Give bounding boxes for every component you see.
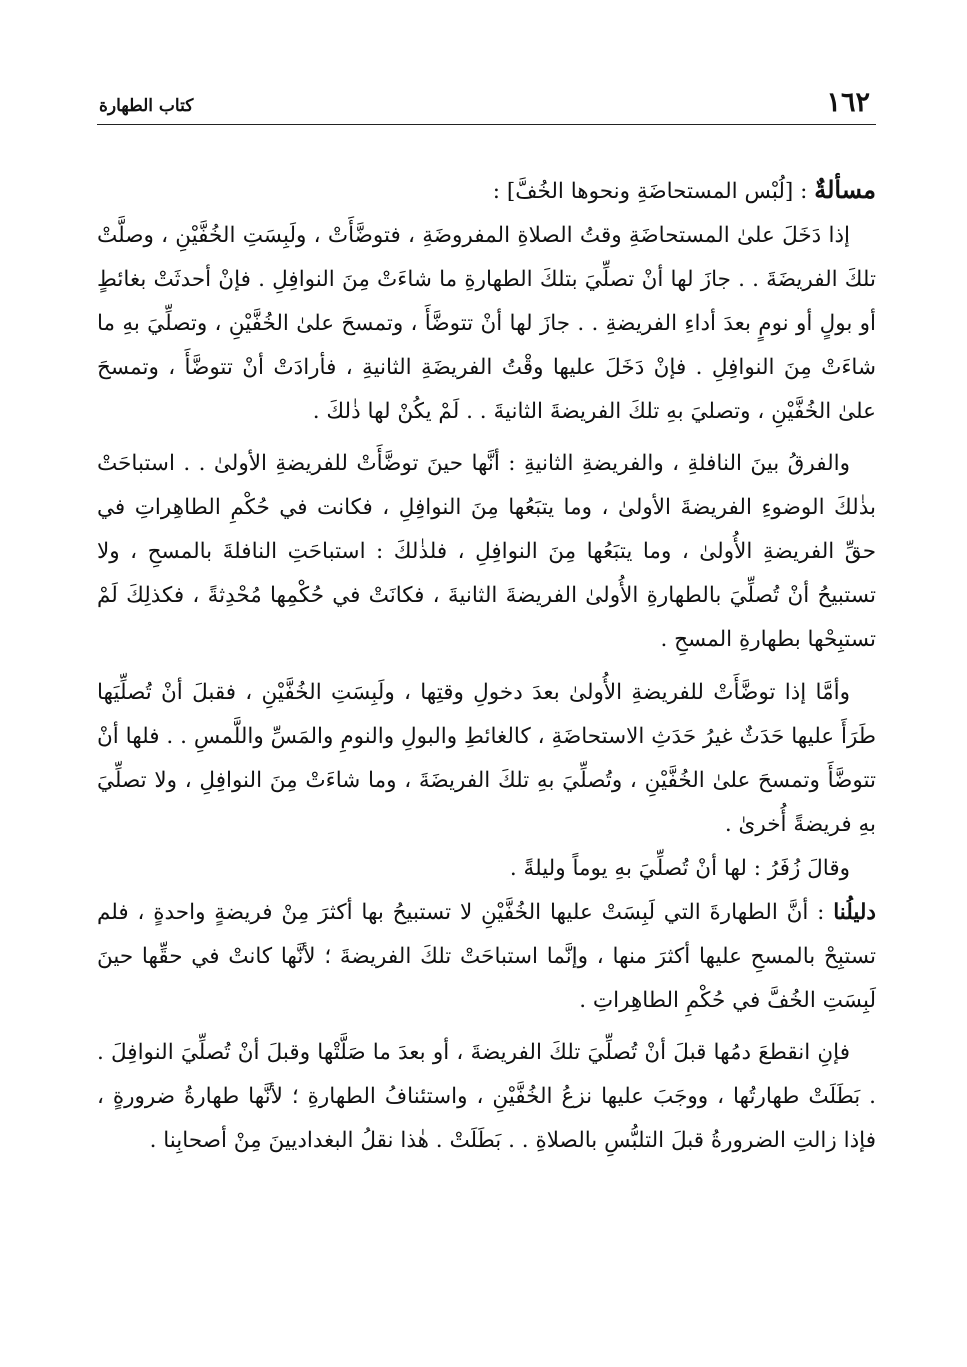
page-body: [97, 168, 876, 1163]
paragraph-6: فإنِ انقطعَ دمُها قبلَ أنْ تُصلِّيَ تلكَ الفريضةَ ، أو بعدَ ما صَلَّتْها وقبلَ أنْ تُصلِّيَ النوافِلَ . . بَطَلَتْ طهارتُها ، ووجَبَ عليها نزعُ الخُفَّيْنِ ، واستئنافُ الطهارةِ ؛ لأنَّها طهارةُ ضرورةٍ ، فإذا زالتِ الضرورةُ قبلَ التلبُّسِ بالصلاةِ . . بَطَلَتْ . هٰذا نقلُ البغداديينَ مِنْ أصحابِنا .: [97, 1040, 876, 1153]
running-header: [97, 86, 876, 125]
book-title: كتاب الطهارة: [99, 96, 194, 116]
page-number: ١٦٢: [826, 87, 870, 118]
dalil-label: دليلُنا: [833, 900, 876, 925]
masala-label: مسألةٌ: [814, 175, 876, 204]
paragraph-5-text: : أنَّ الطهارةَ التي لَبِسَتْ عليها الخُفَّيْنِ لا تستبيحُ بها أكثرَ مِنْ فريضةٍ واحدةٍ ، فلم تستبِحْ بالمسحِ عليها أكثرَ منها ، وإنَّما استباحَتْ تلكَ الفريضةَ ؛ لأنَّها كانتْ في حقِّها حينَ لَبِسَتِ الخُفَّ في حُكْمِ الطاهِراتِ .: [97, 900, 876, 1013]
masala-title: : [لُبْس المستحاضَةِ ونحوها الخُفَّ] :: [492, 179, 815, 204]
paragraph-1: إذا دَخَلَ علىٰ المستحاضَةِ وقتُ الصلاةِ المفروضَةِ ، فتوضَّأَتْ ، ولَبِسَتِ الخُفَّيْنِ ، وصلَّتْ تلكَ الفريضَةَ . . جازَ لها أنْ تصلِّيَ بتلكَ الطهارةِ ما شاءَتْ مِنَ النوافِلِ . فإنْ أحدثَتْ بغائطٍ أو بولٍ أو نومٍ بعدَ أداءِ الفريضةِ . . جازَ لها أنْ تتوضَّأَ ، وتمسحَ علىٰ الخُفَّيْنِ ، وتصلِّيَ بهِ ما شاءَتْ مِنَ النوافِلِ . فإنْ دَخَلَ عليها وقْتُ الفريضَةِ الثانيةِ ، فأرادَتْ أنْ تتوضَّأَ ، وتمسحَ علىٰ الخُفَّيْنِ ، وتصليَ بهِ تلكَ الفريضةَ الثانيةَ . . لَمْ يكُنْ لها ذٰلكَ .: [97, 223, 876, 424]
masala-heading: [97, 168, 876, 214]
paragraph-3: وأمَّا إذا توضَّأَتْ للفريضةِ الأُولىٰ بعدَ دخولِ وقتِها ، ولَبِسَتِ الخُفَّيْنِ ، فقبلَ أنْ تُصلِّيَها طَرَأَ عليها حَدَثٌ غيرُ حَدَثِ الاستحاضَةِ ، كالغائطِ والبولِ والنومِ والمَسِّ واللَّمسِ . . فلها أنْ تتوضَّأَ وتمسحَ علىٰ الخُفَّيْنِ ، وتُصلِّيَ بهِ تلكَ الفريضَةَ ، وما شاءَتْ مِنَ النوافِلِ ، ولا تصلِّيَ بهِ فريضةً أُخرىٰ .: [97, 680, 876, 837]
paragraph-2: والفرقُ بينَ النافلةِ ، والفريضةِ الثانيةِ : أنَّها حينَ توضَّأَتْ للفريضةِ الأولىٰ . . استباحَتْ بذٰلكَ الوضوءِ الفريضةَ الأولىٰ ، وما يتبَعُها مِنَ النوافِلِ ، فكانت في حُكْمِ الطاهِراتِ في حقِّ الفريضةِ الأُولىٰ ، وما يتبَعُها مِنَ النوافِلِ ، فلذٰلكَ : استباحَتِ النافلةَ بالمسحِ ، ولا تستبيحُ أنْ تُصلِّيَ بالطهارةِ الأُولىٰ الفريضةَ الثانيةَ ، فكانَتْ في حُكْمِها مُحْدِثةً ، فكذلِكَ لَمْ تستبِحْها بطهارةِ المسحِ .: [97, 451, 876, 652]
paragraph-4: وقالَ زُفَرُ : لها أنْ تُصلِّيَ بهِ يوماً وليلةً .: [509, 856, 850, 881]
paragraph-5: [97, 891, 876, 1023]
